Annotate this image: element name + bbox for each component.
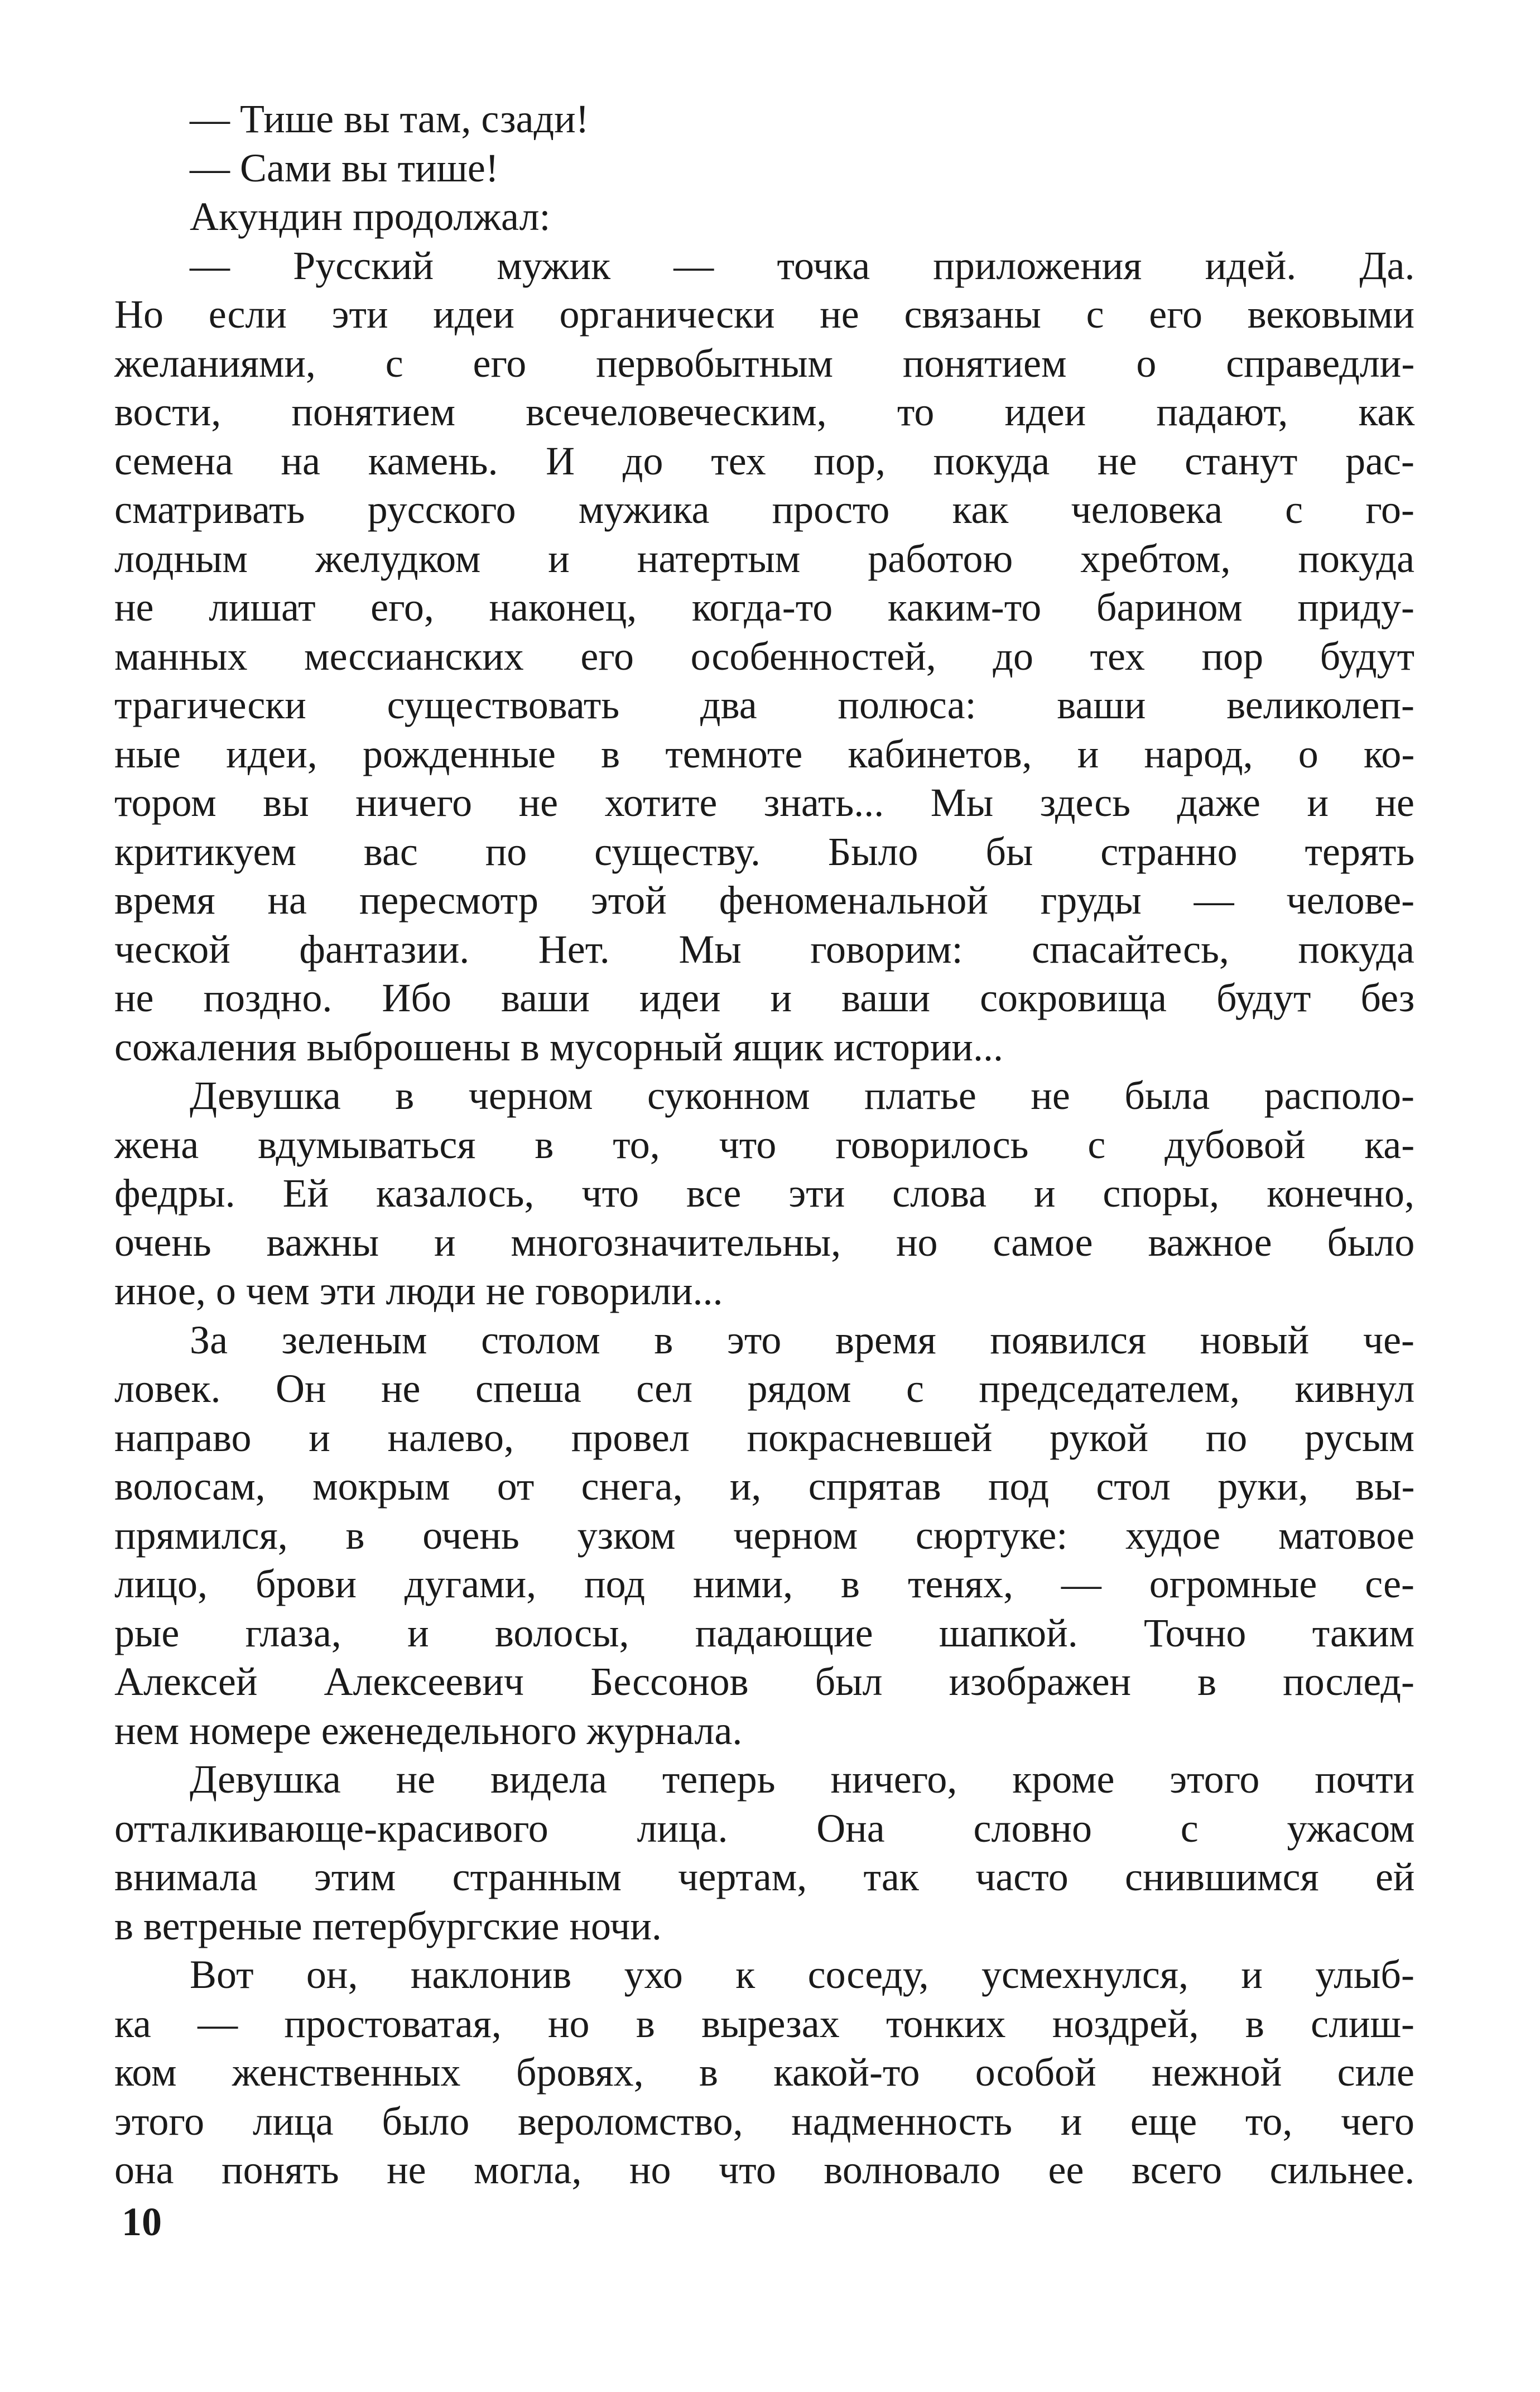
text-line: федры. Ей казалось, что все эти слова и споры, конечно,	[114, 1171, 1414, 1216]
text-line: направо и налево, провел покрасневшей рукой по русым	[114, 1415, 1414, 1460]
text-line: жена вдумываться в то, что говорилось с дубовой ка-	[114, 1122, 1415, 1167]
text-line: трагически существовать два полюса: ваши великолеп-	[114, 683, 1414, 727]
text-line: ловек. Он не спеша сел рядом с председателем, кивнул	[114, 1366, 1415, 1411]
text-line: нем номере еженедельного журнала.	[114, 1708, 743, 1753]
text-line: лодным желудком и натертым работою хребтом, покуда	[114, 536, 1415, 581]
text-line: она понять не могла, но что волновало ее всего сильнее.	[114, 2148, 1415, 2192]
text-line: ные идеи, рожденные в темноте кабинетов, и народ, о ко-	[114, 731, 1415, 776]
text-line: не лишат его, наконец, когда-то каким-то барином приду-	[114, 585, 1414, 630]
text-line: Вот он, наклонив ухо к соседу, усмехнулся, и улыб-	[190, 1952, 1414, 1997]
text-line: иное, о чем эти люди не говорили...	[114, 1269, 723, 1313]
body-text	[114, 95, 1414, 2195]
text-line: — Тише вы там, сзади!	[190, 97, 589, 141]
text-line: Акундин продолжал:	[190, 194, 551, 239]
text-line: прямился, в очень узком черном сюртуке: худое матовое	[114, 1512, 1414, 1558]
text-line: сожаления выброшены в мусорный ящик истории...	[114, 1024, 1003, 1069]
text-line: очень важны и многозначительны, но самое важное было	[114, 1219, 1415, 1265]
text-line: ком женственных бровях, в какой-то особой нежной силе	[114, 2050, 1414, 2095]
text-line: этого лица было вероломство, надменность и еще то, чего	[114, 2098, 1414, 2144]
text-line: Но если эти идеи органически не связаны с его вековыми	[114, 292, 1414, 337]
text-line: Девушка в черном суконном платье не была располо-	[190, 1073, 1414, 1118]
text-line: ка — простоватая, но в вырезах тонких ноздрей, в слиш-	[114, 2001, 1414, 2046]
text-line: — Сами вы тише!	[190, 145, 499, 190]
text-line: рые глаза, и волосы, падающие шапкой. Точно таким	[114, 1610, 1415, 1655]
text-line: желаниями, с его первобытным понятием о справедли-	[114, 340, 1415, 386]
text-line: Девушка не видела теперь ничего, кроме этого почти	[190, 1757, 1415, 1802]
text-line: сматривать русского мужика просто как человека с го-	[114, 487, 1414, 532]
text-line: критикуем вас по существу. Было бы странно терять	[114, 829, 1415, 874]
page-number: 10	[122, 2199, 162, 2244]
text-line: манных мессианских его особенностей, до тех пор будут	[114, 633, 1415, 679]
text-line: ческой фантазии. Нет. Мы говорим: спасайтесь, покуда	[114, 926, 1414, 972]
text-line: Алексей Алексеевич Бессонов был изображен в послед-	[114, 1659, 1414, 1704]
text-line: в ветреные петербургские ночи.	[114, 1903, 662, 1948]
text-line: семена на камень. И до тех пор, покуда не станут рас-	[114, 438, 1414, 483]
text-line: внимала этим странным чертам, так часто снившимся ей	[114, 1855, 1415, 1899]
text-line: За зеленым столом в это время появился новый че-	[190, 1317, 1414, 1362]
text-line: отталкивающе-красивого лица. Она словно с ужасом	[114, 1805, 1415, 1851]
text-line: — Русский мужик — точка приложения идей. Да.	[190, 243, 1415, 288]
text-line: время на пересмотр этой феноменальной груды — челове-	[114, 878, 1415, 923]
text-line: не поздно. Ибо ваши идеи и ваши сокровища будут без	[114, 976, 1415, 1020]
text-line: лицо, брови дугами, под ними, в тенях, — огромные се-	[114, 1562, 1415, 1606]
text-line: вости, понятием всечеловеческим, то идеи падают, как	[114, 390, 1415, 434]
text-line: волосам, мокрым от снега, и, спрятав под стол руки, вы-	[114, 1464, 1415, 1509]
text-line: тором вы ничего не хотите знать... Мы здесь даже и не	[114, 780, 1414, 825]
